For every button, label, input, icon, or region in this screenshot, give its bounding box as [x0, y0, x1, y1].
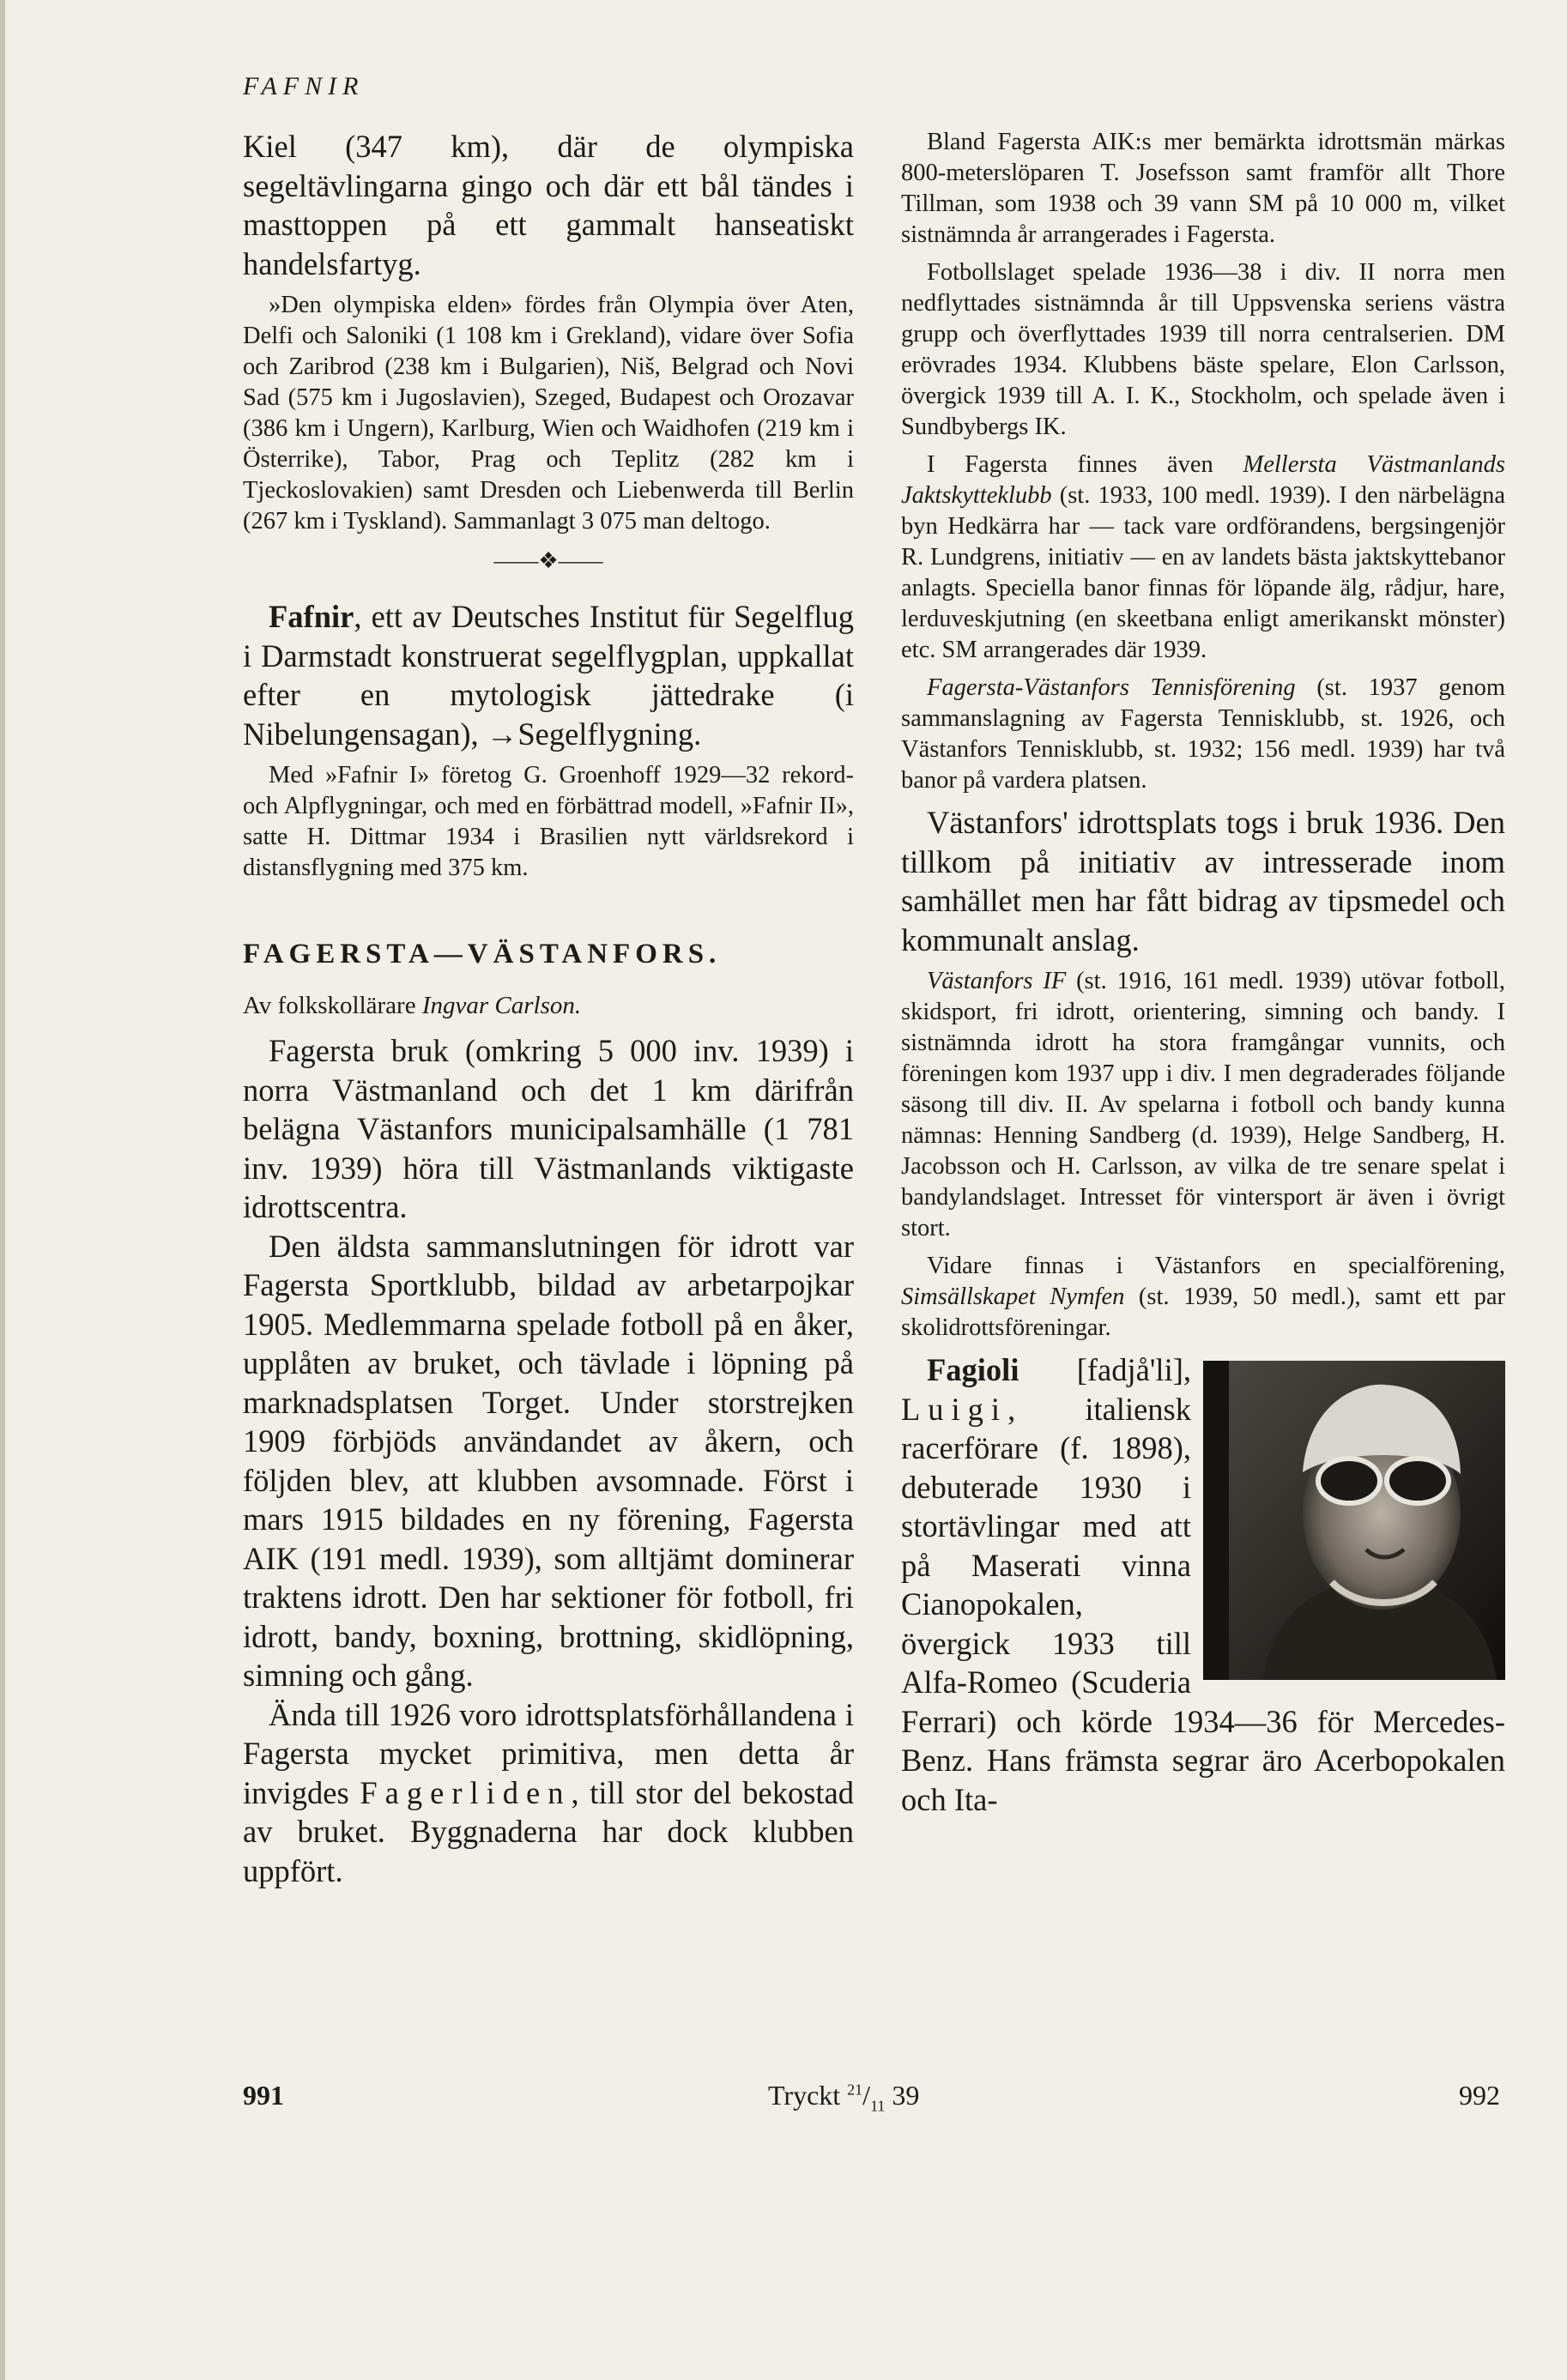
swimming-club-paragraph [901, 1251, 1505, 1344]
swimming-club-text-start: Vidare finnas i Västanfors en specialförening, [927, 1253, 1505, 1279]
fafnir-definition: , ett av Deutsches Institut für Segelflug i Darmstadt konstruerat segelflygplan, uppkallat efter en mytologisk jättedrake (i Nibelungensagan), [243, 599, 854, 752]
swimming-club-text-end: (st. 1939, 50 medl.), samt ett par skolidrottsföreningar. [901, 1284, 1505, 1341]
byline-author: Ingvar Carlson. [421, 992, 582, 1019]
hunting-club-text-end: (st. 1933, 100 medl. 1939). I den närbelägna byn Hedkärra har — tack vare ordförandens, bergsingenjör R. Lundgrens, initiativ — en av landets bästa jaktskyttebanor anlagts. Speciella banor finnas för löpande älg, rådjur, hare, lerduveskjutning (en skeetbana enligt amerikanskt mönster) etc. SM arrangerades där 1939. [901, 482, 1505, 663]
byline [243, 988, 854, 1023]
section-heading: FAGERSTA—VÄSTANFORS. [243, 939, 722, 970]
swimming-club-name: Simsällskapet Nymfen [901, 1284, 1125, 1310]
page-number-right: 992 [1459, 2080, 1500, 2111]
fagioli-portrait-photo [1203, 1361, 1505, 1680]
page-number-left: 991 [243, 2080, 284, 2111]
tennis-club-text: (st. 1937 genom sammanslagning av Fagersta Tennisklubb, st. 1926, och Västanfors Tennisklubb, st. 1932; 156 medl. 1939) har två banor på vardera platsen. [901, 674, 1505, 794]
fafnir-entry [243, 597, 854, 753]
fafnir-cross-reference[interactable]: →Segelflygning. [486, 716, 702, 752]
byline-prefix: Av folkskollärare [243, 992, 422, 1019]
fagerliden-text-end: , till stor del bekostad av bruket. Byggnaderna har dock klubben uppfört. [243, 1774, 854, 1888]
hunting-club-paragraph [901, 450, 1505, 666]
olympic-flame-route-paragraph: »Den olympiska elden» fördes från Olympia över Aten, Delfi och Saloniki (1 108 km i Grekland), vidare över Sofia och Zaribrod (238 km i Bulgarien), Niš, Belgrad och Novi Sad (575 km i Jugoslavien), Szeged, Budapest och Orozavar (386 km i Ungern), Karlburg, Wien och Waidhofen (219 km i Österrike), Tabor, Prag och Teplitz (282 km i Tjeckoslovakien) samt Dresden och Liebenwerda till Berlin (267 km i Tyskland). Sammanlagt 3 075 man deltogo. [243, 292, 854, 535]
fagioli-biography: , italiensk racerförare (f. 1898), debuterade 1930 i stortävlingar med att på Maserati vinna Cianopokalen, övergick 1933 till Alfa-Romeo (Scuderia Ferrari) och körde 1934—36 för Mercedes-Benz. Hans främsta segrar äro Acerbopokalen och Ita- [901, 1391, 1505, 1817]
vastanfors-if-text: (st. 1916, 161 medl. 1939) utövar fotboll, skidsport, fri idrott, orientering, simning och bandy. I sistnämnda idrott ha stora framgångar vunnits, och föreningen kom 1937 upp i div. I men degraderades följande säsong till div. II. Av spelarna i fotboll och bandy kunna nämnas: Henning Sandberg (d. 1939), Helge Sandberg, H. Jacobsson och H. Carlsson, av vilka de tre senare spelat i bandylandslaget. Intresset för vintersport är även i övrigt stort. [901, 968, 1506, 1241]
football-team-paragraph: Fotbollslaget spelade 1936—38 i div. II norra men nedflyttades sistnämnda år till Uppsvenska seriens västra grupp och överflyttades 1939 till norra centralserien. DM erövrades 1934. Klubbens bäste spelare, Elon Carlsson, övergick 1939 till A. I. K., Stockholm, och spelade även i Sundbybergs IK. [901, 259, 1505, 440]
fagioli-first-name: Luigi [901, 1391, 1008, 1427]
tennis-club-paragraph [901, 673, 1505, 796]
fagersta-intro-paragraph: Fagersta bruk (omkring 5 000 inv. 1939) i norra Västmanland och det 1 km därifrån belägna Västanfors municipalsamhälle (1 781 inv. 1939) höra till Västmanlands viktigaste idrottscentra. [243, 1033, 854, 1224]
vastanfors-if-paragraph [901, 966, 1505, 1244]
right-column [901, 127, 1505, 1819]
fagioli-term: Fagioli [927, 1352, 1019, 1387]
running-head: FAFNIR [243, 72, 365, 100]
tennis-club-name: Fagersta-Västanfors Tennisförening [927, 674, 1296, 701]
vastanfors-sports-ground-paragraph: Västanfors' idrottsplats togs i bruk 1936. Den tillkom på initiativ av intresserade inom samhället men har fått bidrag av tipsmedel och kommunalt anslag. [901, 805, 1505, 957]
portrait-image [1229, 1361, 1505, 1680]
fagerliden-text-start: Ända till 1926 voro idrottsplatsförhållandena i Fagersta mycket primitiva, men detta år invigdes [243, 1696, 854, 1810]
hunting-club-name: Mellersta Västmanlands Jaktskytteklubb [901, 451, 1505, 509]
fagersta-history-paragraph: Den äldsta sammanslutningen för idrott var Fagersta Sportklubb, bildad av arbetarpojkar 1905. Medlemmarna spelade fotboll på en åker, upplåten av bruket, och tävlade i löpning på marknadsplatsen Torget. Under storstrejken 1909 förbjöds användandet av åkern, och följden blev, att klubben avsomnade. Först i mars 1915 bildades en ny förening, Fagersta AIK (191 medl. 1939), som alltjämt dominerar traktens idrott. Den har sektioner för fotboll, fri idrott, bandy, boxning, brottning, skidlöpning, simning och gång. [243, 1228, 854, 1693]
fafnir-term: Fafnir [269, 599, 354, 634]
printed-year: 39 [885, 2080, 920, 2111]
fagioli-pronunciation: [fadjå'li], [1019, 1352, 1191, 1387]
notable-athletes-paragraph: Bland Fagersta AIK:s mer bemärkta idrottsmän märkas 800-meterslöparen T. Josefsson samt framför allt Thore Tillman, som 1938 och 39 vann SM på 10 000 m, vilket sistnämnda år arrangerades i Fagersta. [901, 129, 1505, 248]
section-ornament: ——❖—— [493, 548, 603, 573]
printed-day: 21 [847, 2081, 863, 2099]
olympic-torch-paragraph: Kiel (347 km), där de olympiska segeltävlingarna gingo och där ett bål tändes i masttoppen på ett gammalt hanseatiskt handelsfartyg. [243, 129, 854, 281]
left-column [243, 127, 854, 1890]
fagioli-entry [901, 1350, 1505, 1819]
printed-month: 11 [870, 2097, 886, 2115]
fafnir-records-paragraph: Med »Fafnir I» företog G. Groenhoff 1929—32 rekord- och Alpflygningar, och med en förbättrad modell, »Fafnir II», satte H. Dittmar 1934 i Brasilien nytt världsrekord i distansflygning med 375 km. [243, 762, 854, 881]
printed-date: Tryckt $^{21}/_{11}$ 39 [768, 2080, 920, 2115]
hunting-club-text-start: I Fagersta finnes även [927, 451, 1243, 478]
page-edge [0, 0, 5, 2380]
printed-label: Tryckt [768, 2080, 841, 2111]
vastanfors-if-name: Västanfors IF [927, 968, 1067, 994]
fagerliden-paragraph [243, 1695, 854, 1891]
fagerliden-place: Fagerliden [360, 1774, 572, 1810]
